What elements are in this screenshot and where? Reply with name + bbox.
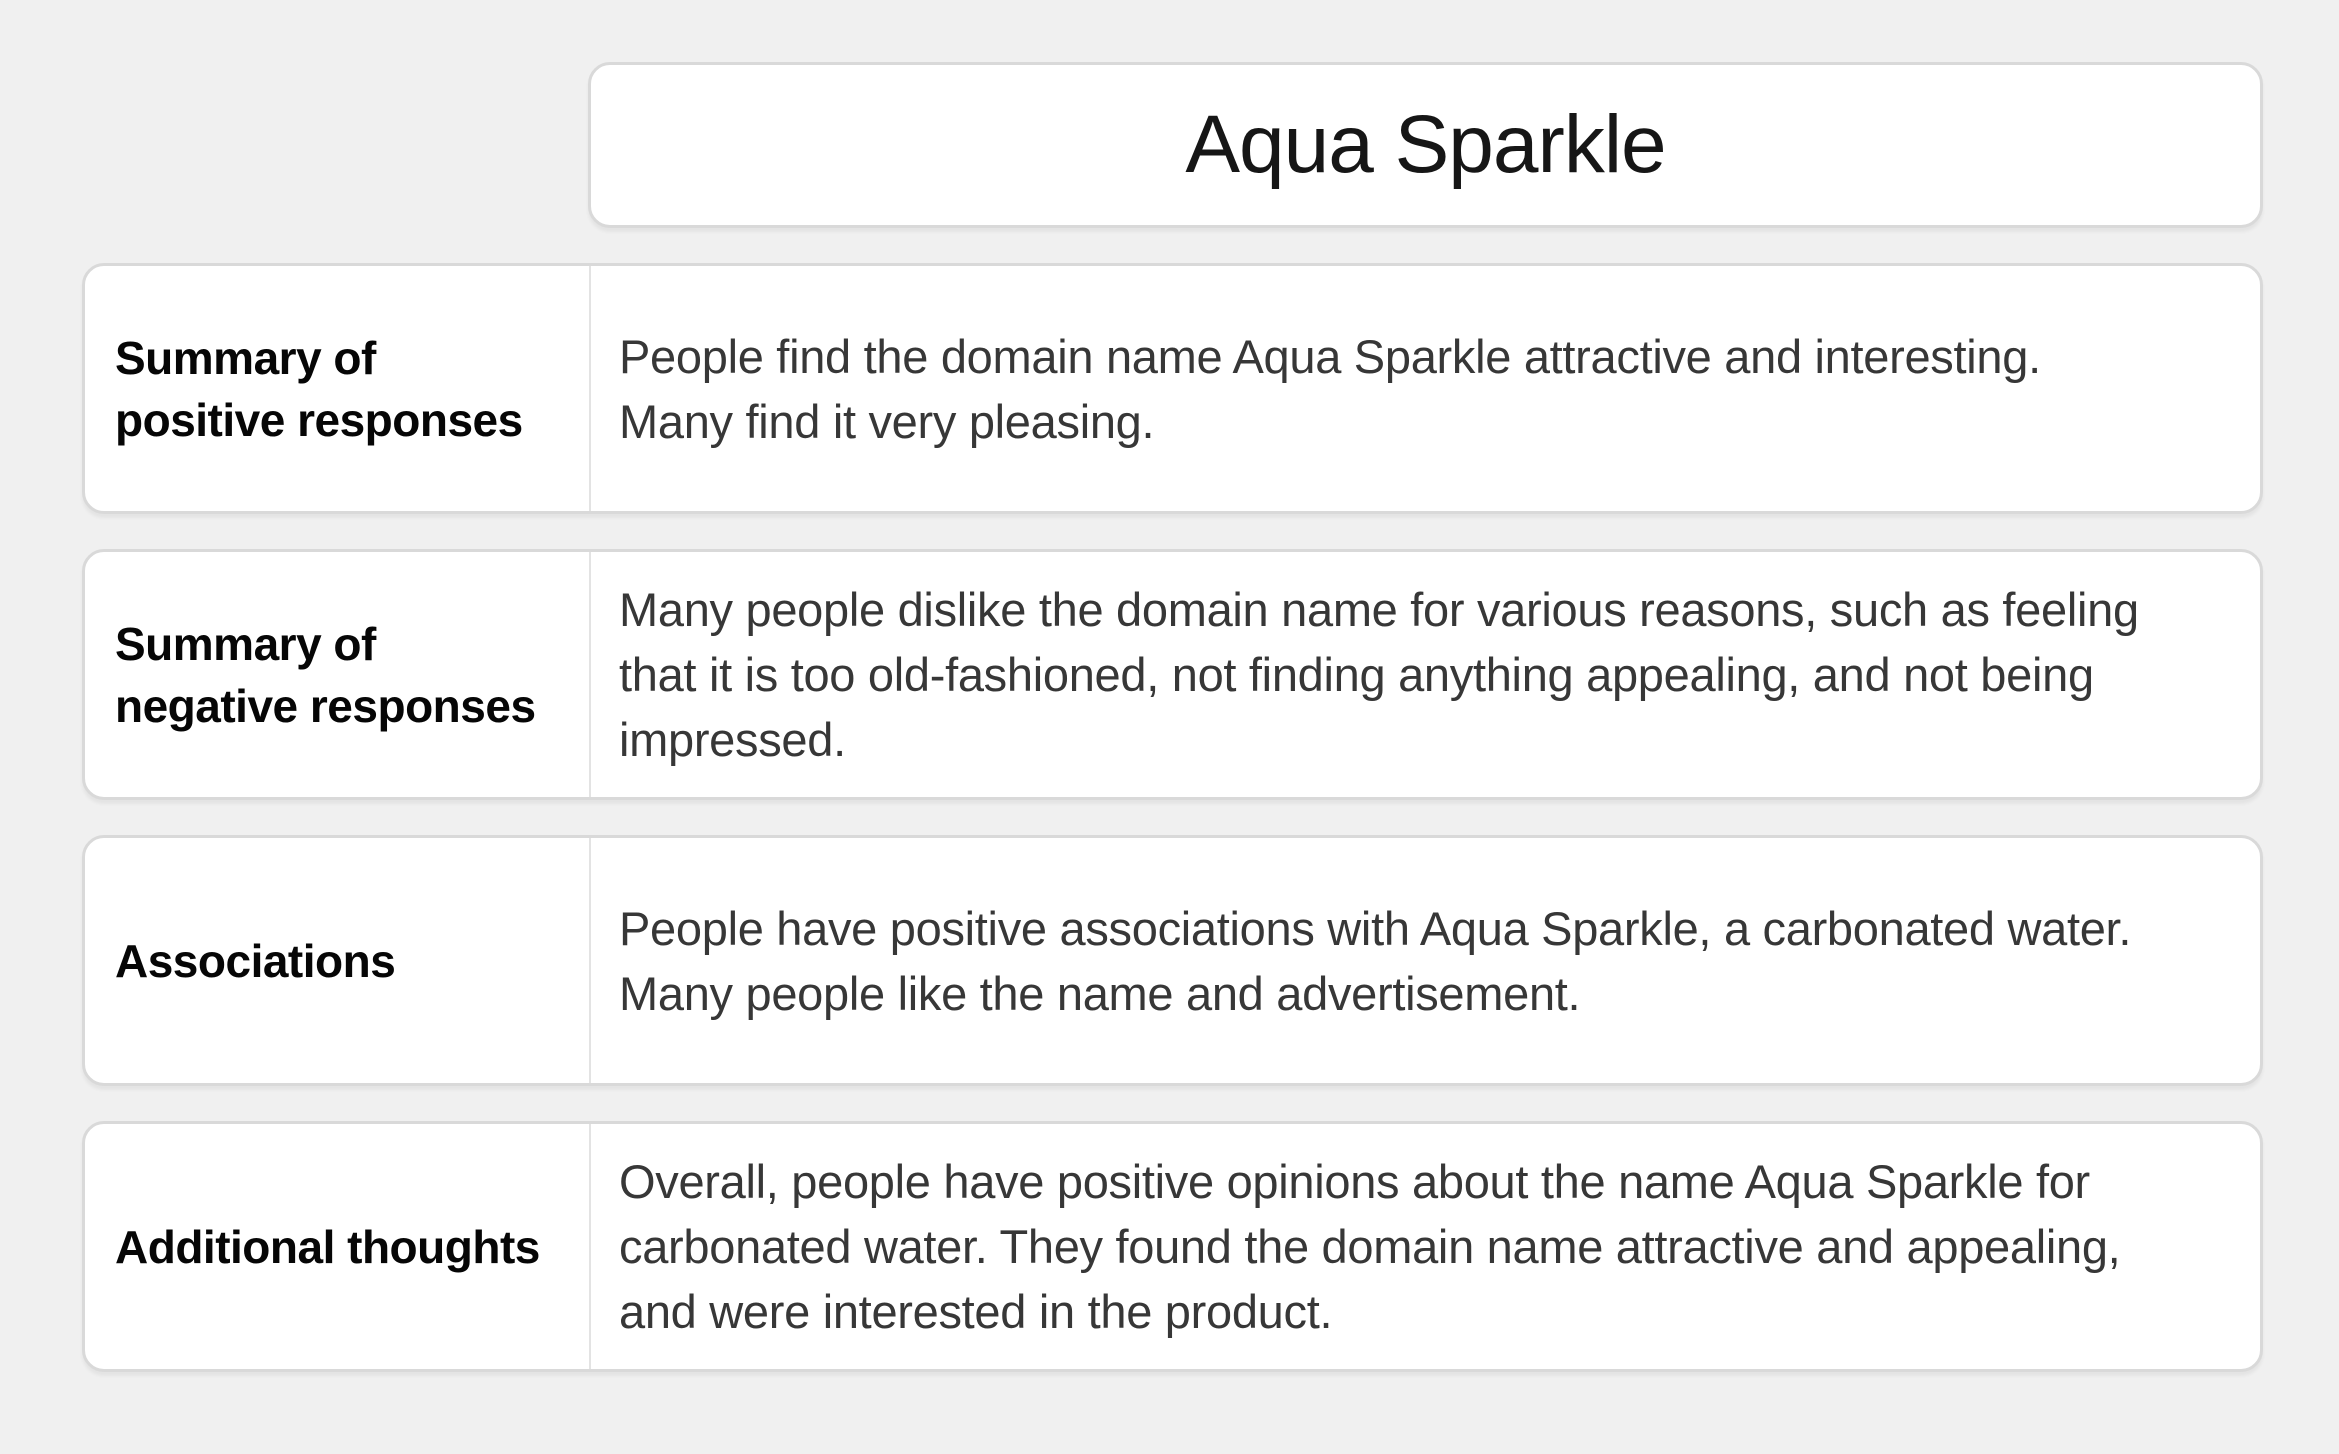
row-content-cell — [591, 266, 2260, 511]
row-content: Many people dislike the domain name for various reasons, such as feeling that it is too old-fashioned, not finding anything appealing, and not being impressed. — [619, 583, 2139, 766]
table-row-positive-summary — [82, 263, 2263, 514]
row-label: Additional thoughts — [115, 1220, 540, 1273]
row-content-cell — [591, 838, 2260, 1083]
page-title: Aqua Sparkle — [1185, 99, 1666, 190]
row-label-cell — [85, 266, 591, 511]
summary-report — [82, 62, 2263, 1372]
row-content: People find the domain name Aqua Sparkle attractive and interesting. Many find it very pleasing. — [619, 329, 2041, 448]
row-label: Associations — [115, 934, 396, 987]
row-label: Summary of negative responses — [115, 617, 536, 732]
table-row-additional-thoughts — [82, 1121, 2263, 1372]
row-label-cell — [85, 838, 591, 1083]
row-content-cell — [591, 1124, 2260, 1369]
row-content-cell — [591, 552, 2260, 797]
row-label-cell — [85, 552, 591, 797]
row-content: Overall, people have positive opinions about the name Aqua Sparkle for carbonated water. They found the domain name attractive and appealing, and were interested in the product. — [619, 1155, 2121, 1338]
domain-name-title-card — [588, 62, 2263, 228]
table-row-associations — [82, 835, 2263, 1086]
row-content: People have positive associations with Aqua Sparkle, a carbonated water. Many people like the name and advertisement. — [619, 901, 2132, 1020]
row-label-cell — [85, 1124, 591, 1369]
row-label: Summary of positive responses — [115, 331, 523, 446]
table-row-negative-summary — [82, 549, 2263, 800]
